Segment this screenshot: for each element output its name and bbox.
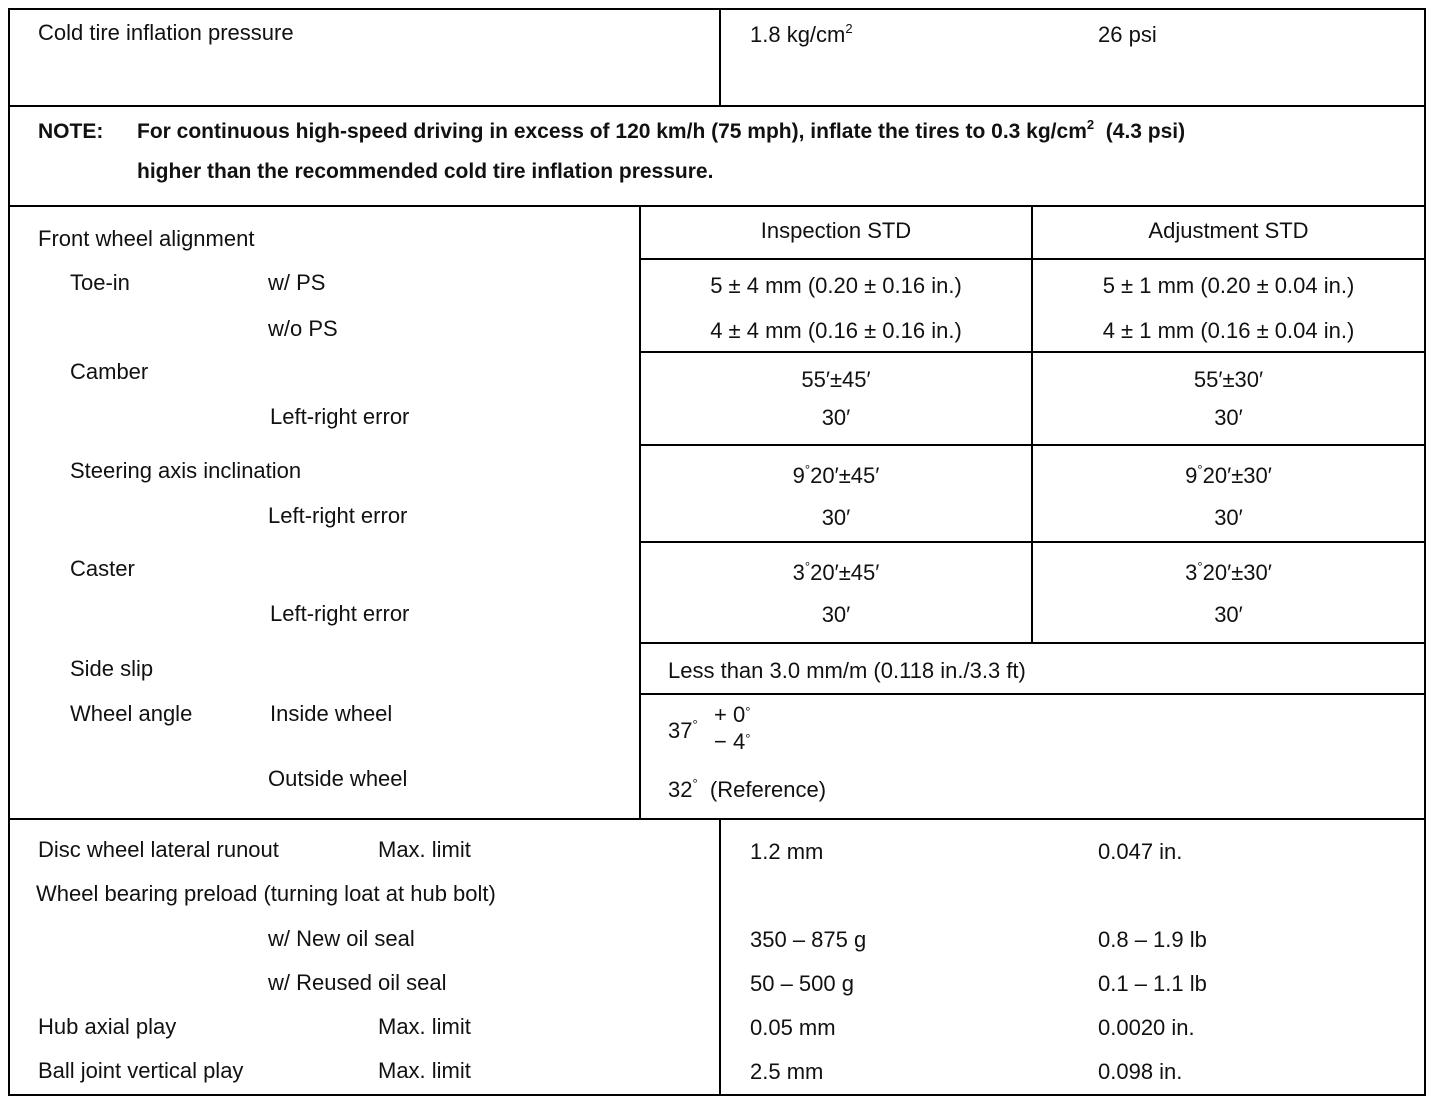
outside-wheel-value — [668, 777, 826, 803]
inside-wheel-base-degree: ° — [692, 717, 698, 732]
caster-insp-error: 30′ — [821, 602, 851, 627]
note-line-1-text: For continuous high-speed driving in excess of 120 km/h (75 mph), inflate the tires to 0.3 kg/cm — [137, 120, 1087, 143]
inside-wheel-base-value: 37 — [668, 718, 693, 743]
camber-insp-error: 30′ — [821, 405, 851, 430]
toein-insp-nops: 4 ± 4 mm (0.16 ± 0.16 in.) — [710, 318, 962, 343]
hub-imperial: 0.0020 in. — [1098, 1015, 1195, 1040]
inside-wheel-base — [668, 718, 698, 744]
caster-error-label: Left-right error — [270, 601, 410, 626]
alignment-title: Front wheel alignment — [38, 226, 255, 251]
runout-metric: 1.2 mm — [750, 839, 824, 864]
border-bottom — [8, 1094, 1426, 1096]
divider-sai — [639, 541, 1426, 543]
caster-label: Caster — [70, 556, 135, 581]
caster-insp-rest: 20′±45′ — [810, 560, 880, 585]
preload-label: Wheel bearing preload (turning loat at hub bolt) — [36, 881, 496, 906]
toein-insp-ps: 5 ± 4 mm (0.20 ± 0.16 in.) — [710, 273, 962, 298]
sai-adj-rest: 20′±30′ — [1202, 463, 1272, 488]
sai-insp — [641, 463, 1031, 489]
ball-metric: 2.5 mm — [750, 1059, 824, 1084]
col-inspection-header: Inspection STD — [760, 218, 912, 243]
sideslip-value: Less than 3.0 mm/m (0.118 in./3.3 ft) — [668, 658, 1026, 683]
toein-nops-label: w/o PS — [268, 316, 338, 341]
sai-insp-degree-sign: ° — [804, 462, 811, 477]
hub-metric: 0.05 mm — [750, 1015, 836, 1040]
preload-reused-metric: 50 – 500 g — [750, 971, 854, 996]
caster-adj-deg: 3 — [1185, 560, 1198, 585]
inside-wheel-minus-value: − 4 — [714, 729, 746, 754]
divider-sideslip — [639, 693, 1426, 695]
toein-adj-nops: 4 ± 1 mm (0.16 ± 0.04 in.) — [1102, 318, 1355, 343]
hub-limit: Max. limit — [378, 1014, 471, 1039]
caster-adj-error: 30′ — [1214, 602, 1243, 627]
ball-limit: Max. limit — [378, 1058, 471, 1083]
divider-camber — [639, 444, 1426, 446]
divider-caster — [639, 642, 1426, 644]
toein-adj-ps: 5 ± 1 mm (0.20 ± 0.04 in.) — [1102, 273, 1355, 298]
hub-label: Hub axial play — [38, 1014, 177, 1039]
sai-label: Steering axis inclination — [70, 458, 302, 483]
inside-wheel-minus-degree: ° — [745, 731, 751, 746]
note-line-2: higher than the recommended cold tire inflation pressure. — [137, 160, 714, 183]
outside-wheel-degree: ° — [692, 776, 698, 791]
outside-wheel-label: Outside wheel — [268, 766, 408, 791]
outside-wheel-note: (Reference) — [709, 777, 827, 802]
inside-wheel-minus — [714, 729, 751, 754]
caster-adj — [1033, 560, 1424, 586]
preload-new-label: w/ New oil seal — [268, 926, 415, 951]
divider-below-pressure — [8, 105, 1426, 107]
border-top — [8, 8, 1426, 10]
border-left — [8, 8, 10, 1096]
sai-adj-degree-sign: ° — [1197, 462, 1203, 477]
note-label: NOTE: — [38, 120, 104, 143]
divider-toein — [639, 351, 1426, 353]
runout-limit: Max. limit — [378, 837, 471, 862]
divider-pressure-col — [719, 8, 721, 106]
note-line-1-sup: 2 — [1086, 117, 1095, 132]
sai-error-label: Left-right error — [268, 503, 408, 528]
toein-label: Toe-in — [70, 270, 130, 295]
note-line-1 — [137, 119, 1185, 145]
pressure-label: Cold tire inflation pressure — [38, 20, 294, 45]
inside-wheel-plus — [714, 702, 751, 727]
camber-adj: 55′±30′ — [1193, 367, 1264, 392]
sideslip-label: Side slip — [70, 656, 154, 681]
outside-wheel-angle: 32 — [668, 777, 693, 802]
preload-new-metric: 350 – 875 g — [750, 927, 867, 952]
pressure-metric-text: 1.8 kg/cm — [750, 22, 846, 47]
camber-insp: 55′±45′ — [801, 367, 871, 392]
inside-wheel-plus-value: + 0 — [714, 702, 746, 727]
sai-adj-error: 30′ — [1214, 505, 1243, 530]
border-right — [1424, 8, 1426, 1096]
camber-error-label: Left-right error — [270, 404, 410, 429]
preload-new-imperial: 0.8 – 1.9 lb — [1098, 927, 1207, 952]
runout-imperial: 0.047 in. — [1098, 839, 1183, 864]
divider-alignment-header — [639, 258, 1426, 260]
runout-label: Disc wheel lateral runout — [38, 837, 279, 862]
caster-adj-rest: 20′±30′ — [1202, 560, 1272, 585]
ball-label: Ball joint vertical play — [38, 1058, 244, 1083]
wheelangle-label: Wheel angle — [70, 701, 193, 726]
caster-adj-degree-sign: ° — [1197, 559, 1203, 574]
sai-adj-deg: 9 — [1185, 463, 1198, 488]
ball-imperial: 0.098 in. — [1098, 1059, 1183, 1084]
col-adjustment-header: Adjustment STD — [1148, 218, 1309, 243]
preload-reused-imperial: 0.1 – 1.1 lb — [1098, 971, 1207, 996]
pressure-metric-sup: 2 — [845, 21, 853, 36]
divider-below-note — [8, 205, 1426, 207]
inside-wheel-plus-degree: ° — [745, 704, 751, 719]
pressure-metric — [750, 22, 853, 48]
divider-wheel-col — [719, 818, 721, 1095]
camber-label: Camber — [70, 359, 149, 384]
camber-adj-error: 30′ — [1214, 405, 1243, 430]
sai-insp-rest: 20′±45′ — [810, 463, 880, 488]
sai-adj — [1033, 463, 1424, 489]
caster-insp-degree-sign: ° — [804, 559, 811, 574]
caster-insp-deg: 3 — [792, 560, 805, 585]
sai-insp-deg: 9 — [792, 463, 805, 488]
pressure-imperial: 26 psi — [1098, 22, 1157, 47]
inside-wheel-label: Inside wheel — [270, 701, 393, 726]
preload-reused-label: w/ Reused oil seal — [268, 970, 447, 995]
divider-below-alignment — [8, 818, 1426, 820]
note-line-1-tail: (4.3 psi) — [1105, 120, 1186, 143]
sai-insp-error: 30′ — [821, 505, 851, 530]
caster-insp — [641, 560, 1031, 586]
toein-ps-label: w/ PS — [268, 270, 326, 295]
